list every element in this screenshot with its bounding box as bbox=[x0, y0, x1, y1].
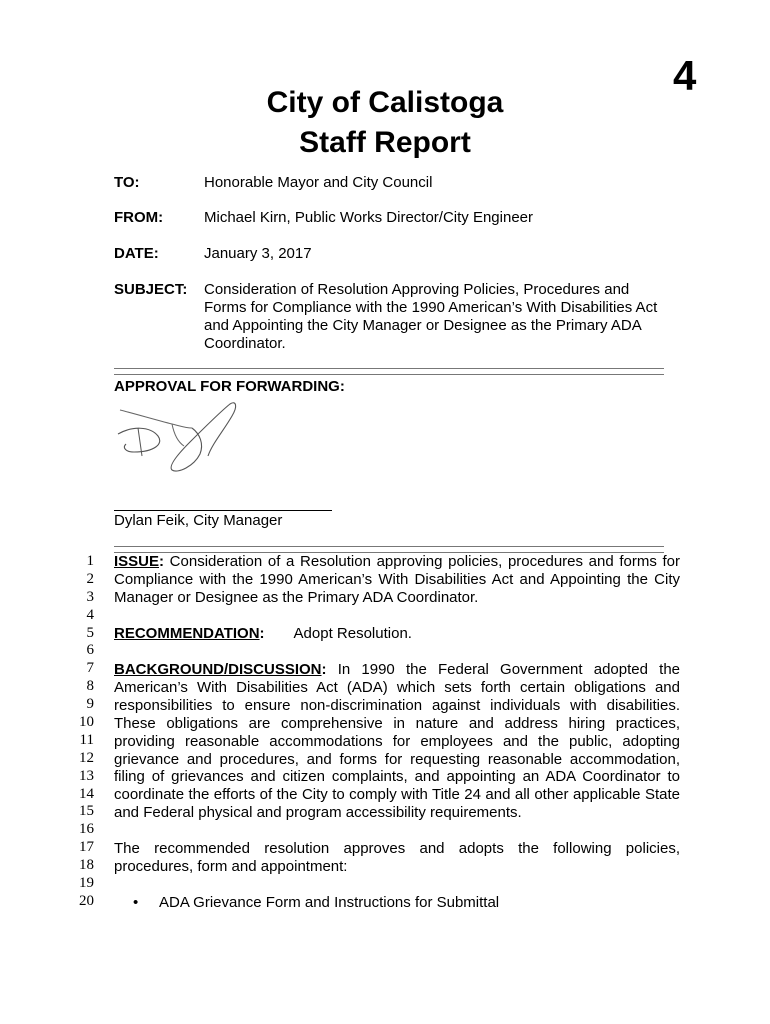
subject-value: Consideration of Resolution Approving Policies, Procedures and Forms for Compliance with the 1990 American’s With Disabilities Act and Appointing the City Manager or Designee as the Primary ADA Coordinator. bbox=[204, 281, 658, 352]
line-number: 1 bbox=[86, 553, 94, 569]
line-numbers bbox=[58, 553, 94, 911]
to-label: TO: bbox=[114, 174, 140, 191]
from-value: Michael Kirn, Public Works Director/City Engineer bbox=[204, 209, 533, 226]
approval-label: APPROVAL FOR FORWARDING: bbox=[114, 378, 345, 395]
line-number: 17 bbox=[79, 839, 94, 856]
line-number: 16 bbox=[79, 821, 94, 838]
resolution-paragraph: The recommended resolution approves and adopts the following policies, procedures, form and appointment: bbox=[114, 840, 680, 875]
signature-line bbox=[114, 510, 332, 511]
line-number: 18 bbox=[79, 857, 94, 874]
line-number: 19 bbox=[79, 875, 94, 892]
report-title-city: City of Calistoga bbox=[266, 86, 504, 119]
divider-bottom bbox=[114, 546, 664, 553]
line-number: 7 bbox=[86, 660, 94, 677]
line-number: 8 bbox=[86, 678, 94, 695]
issue-paragraph: ISSUE: Consideration of a Resolution approving policies, procedures and forms for Compliance with the 1990 American’s With Disabilities Act and Appointing the City Manager or Designee as the Primary ADA Coordinator. bbox=[114, 553, 680, 606]
issue-text: Consideration of a Resolution approving policies, procedures and forms for Compliance with the 1990 American’s With Disabilities Act and Appointing the City Manager or Designee as the Primary ADA Coordinator. bbox=[114, 553, 680, 606]
background-text: In 1990 the Federal Government adopted the American’s With Disabilities Act (ADA) which sets forth certain obligations and responsibilities to ensure non-discrimination against individuals with disabilities. These obligations are comprehensive in nature and address hiring practices, providing reasonable accommodations for employees and the public, adopting grievance and procedures, and forms for requesting reasonable accommodation, filing of grievances and citizen complaints, and appointing an ADA Coordinator to coordinate the efforts of the City to comply with Title 24 and all other applicable State and Federal physical and program accessibility requirements. bbox=[114, 661, 680, 822]
date-label: DATE: bbox=[114, 245, 159, 262]
recommendation-paragraph: RECOMMENDATION: Adopt Resolution. bbox=[114, 625, 412, 642]
date-value: January 3, 2017 bbox=[204, 245, 312, 262]
line-number: 12 bbox=[79, 749, 94, 766]
recommendation-text: Adopt Resolution. bbox=[293, 625, 412, 642]
background-paragraph: BACKGROUND/DISCUSSION: In 1990 the Federal Government adopted the American’s With Disabilities Act (ADA) which sets forth certain obligations and responsibilities to ensure non-discrimination against individuals with disabilities. These obligations are comprehensive in nature and address hiring practices, providing reasonable accommodations for employees and the public, adopting grievance and procedures, and forms for requesting reasonable accommodation, filing of grievances and citizen complaints, and appointing an ADA Coordinator to coordinate the efforts of the City to comply with Title 24 and all other applicable State and Federal physical and program accessibility requirements. bbox=[114, 661, 680, 822]
page-number: 4 bbox=[673, 52, 697, 99]
line-number: 2 bbox=[86, 570, 94, 587]
signature-image bbox=[112, 394, 242, 482]
line-number: 20 bbox=[79, 892, 94, 909]
line-number: 14 bbox=[79, 785, 94, 802]
line-number: 9 bbox=[86, 696, 94, 713]
background-label: BACKGROUND/DISCUSSION bbox=[114, 661, 322, 678]
from-label: FROM: bbox=[114, 209, 164, 226]
recommendation-label: RECOMMENDATION bbox=[114, 625, 260, 642]
line-number: 4 bbox=[86, 606, 94, 623]
issue-label: ISSUE bbox=[114, 553, 160, 570]
line-number: 13 bbox=[79, 767, 94, 784]
line-number: 6 bbox=[86, 642, 94, 659]
to-value: Honorable Mayor and City Council bbox=[204, 174, 433, 191]
line-number: 5 bbox=[86, 624, 94, 641]
line-number: 10 bbox=[79, 714, 94, 731]
divider-top bbox=[114, 368, 664, 375]
subject-label: SUBJECT: bbox=[114, 281, 188, 298]
report-title-staff: Staff Report bbox=[299, 126, 471, 159]
signer-name: Dylan Feik, City Manager bbox=[114, 512, 283, 529]
line-number: 11 bbox=[79, 731, 94, 748]
line-number: 15 bbox=[79, 803, 94, 820]
bullet-icon: • bbox=[133, 894, 139, 911]
bullet-item: ADA Grievance Form and Instructions for Submittal bbox=[159, 894, 500, 911]
line-number: 3 bbox=[86, 588, 94, 605]
